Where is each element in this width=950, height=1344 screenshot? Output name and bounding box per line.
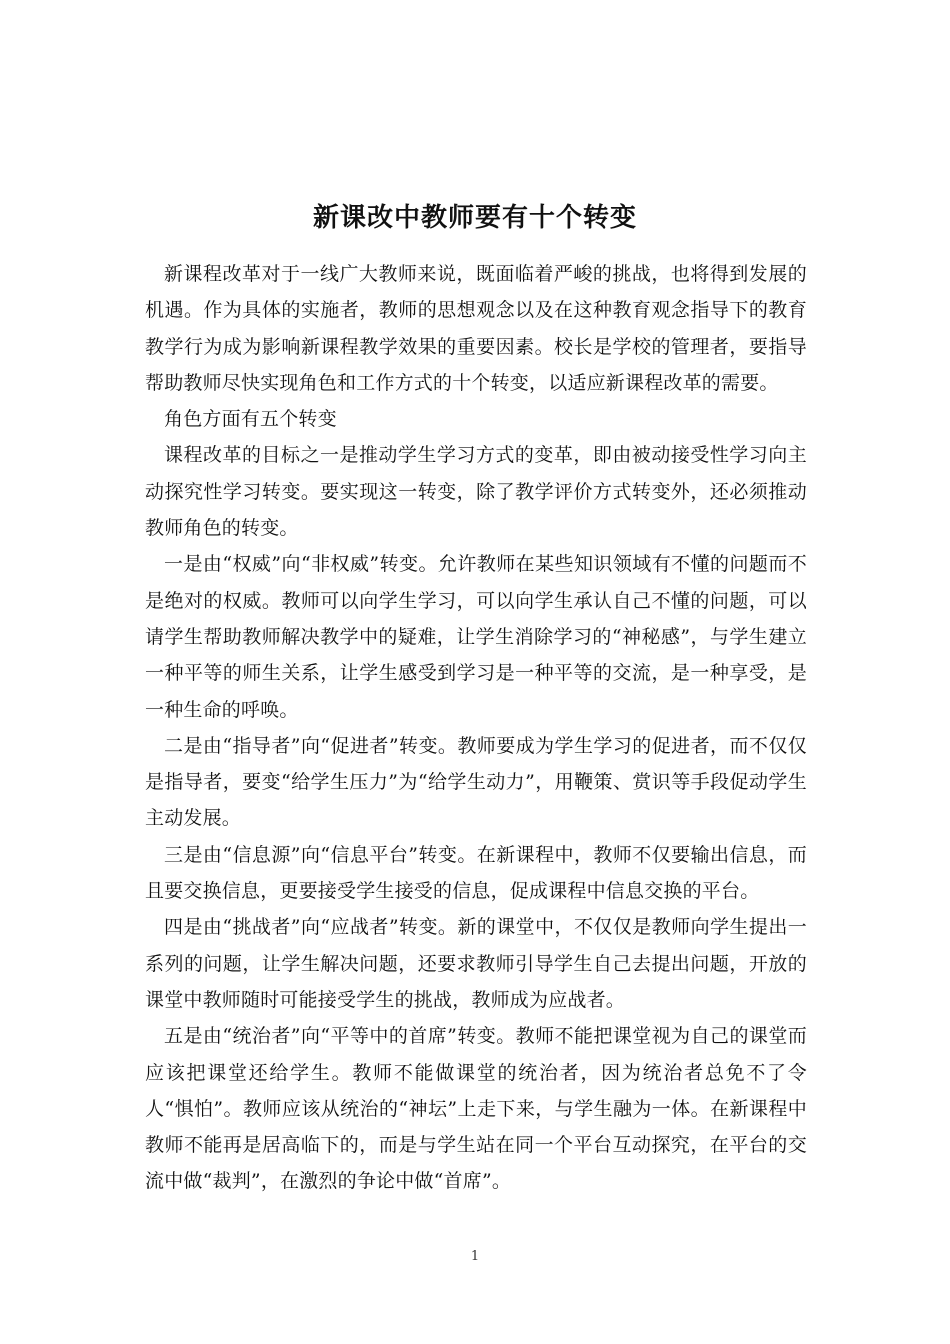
paragraph-roles-overview: 课程改革的目标之一是推动学生学习方式的变革，即由被动接受性学习向主动探究性学习转变。要实现这一转变，除了教学评价方式转变外，还必须推动教师角色的转变。 bbox=[145, 444, 807, 540]
document-body bbox=[145, 256, 807, 1200]
section-heading-roles: 角色方面有五个转变 bbox=[164, 408, 337, 431]
paragraph-change-4: 四是由“挑战者”向“应战者”转变。新的课堂中，不仅仅是教师向学生提出一系列的问题，让学生解决问题，还要求教师引导学生自己去提出问题，开放的课堂中教师随时可能接受学生的挑战，教师成为应战者。 bbox=[145, 916, 807, 1011]
paragraph-change-2: 二是由“指导者”向“促进者”转变。教师要成为学生学习的促进者，而不仅仅是指导者，要变“给学生压力”为“给学生动力”，用鞭策、赏识等手段促动学生主动发展。 bbox=[145, 734, 807, 830]
paragraph-intro: 新课程改革对于一线广大教师来说，既面临着严峻的挑战，也将得到发展的机遇。作为具体的实施者，教师的思想观念以及在这种教育观念指导下的教育教学行为成为影响新课程教学效果的重要因素。校长是学校的管理者，要指导帮助教师尽快实现角色和工作方式的十个转变，以适应新课程改革的需要。 bbox=[145, 263, 807, 394]
paragraph-change-3: 三是由“信息源”向“信息平台”转变。在新课程中，教师不仅要输出信息，而且要交换信息，更要接受学生接受的信息，促成课程中信息交换的平台。 bbox=[145, 843, 807, 903]
paragraph-change-1: 一是由“权威”向“非权威”转变。允许教师在某些知识领域有不懂的问题而不是绝对的权威。教师可以向学生学习，可以向学生承认自己不懂的问题，可以请学生帮助教师解决教学中的疑难，让学生消除学习的“神秘感”，与学生建立一种平等的师生关系，让学生感受到学习是一种平等的交流，是一种享受，是一种生命的呼唤。 bbox=[145, 553, 807, 721]
document-title: 新课改中教师要有十个转变 bbox=[312, 203, 637, 233]
paragraph-change-5: 五是由“统治者”向“平等中的首席”转变。教师不能把课堂视为自己的课堂而应该把课堂还给学生。教师不能做课堂的统治者，因为统治者总免不了令人“惧怕”。教师应该从统治的“神坛”上走下来，与学生融为一体。在新课程中教师不能再是居高临下的，而是与学生站在同一个平台互动探究，在平台的交流中做“裁判”，在激烈的争论中做“首席”。 bbox=[145, 1025, 807, 1193]
page-number: 1 bbox=[470, 1249, 480, 1264]
